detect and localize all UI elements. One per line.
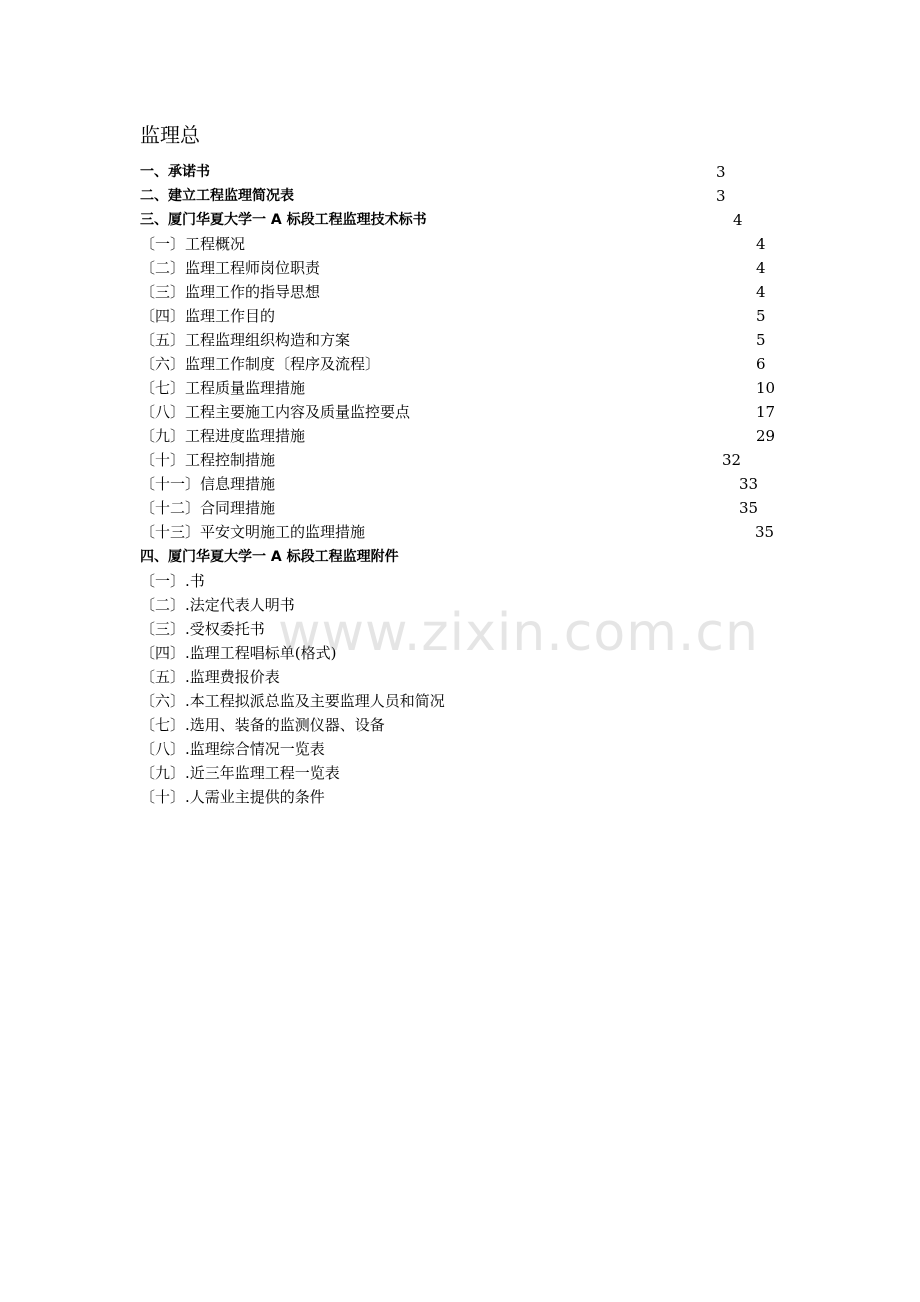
toc-entry-label: 〔十二〕合同理措施 bbox=[140, 499, 276, 517]
toc-entry-page: 5 bbox=[756, 331, 766, 349]
toc-entry[interactable] bbox=[0, 713, 920, 737]
toc-entry-label: 〔一〕.书 bbox=[140, 572, 205, 590]
toc-entry-page: 5 bbox=[756, 307, 766, 325]
toc-entry-label: 〔九〕.近三年监理工程一览表 bbox=[140, 764, 340, 782]
toc-entry-page: 35 bbox=[739, 499, 759, 517]
toc-entry-label: 〔八〕工程主要施工内容及质量监控要点 bbox=[140, 403, 411, 421]
toc-entry-page: 17 bbox=[756, 403, 776, 421]
toc-entry[interactable] bbox=[0, 160, 920, 184]
toc-entry-label: 〔十〕工程控制措施 bbox=[140, 451, 276, 469]
toc-entry-label: 〔七〕工程质量监理措施 bbox=[140, 379, 306, 397]
toc-entry-label: 〔十三〕平安文明施工的监理措施 bbox=[140, 523, 366, 541]
toc-entry-label: 〔六〕.本工程拟派总监及主要监理人员和简况 bbox=[140, 692, 445, 710]
toc-entry[interactable] bbox=[0, 761, 920, 785]
document-title: 监理总 bbox=[140, 123, 200, 147]
toc-entry-label: 〔二〕.法定代表人明书 bbox=[140, 596, 295, 614]
toc-entry[interactable] bbox=[0, 280, 920, 304]
toc-entry[interactable] bbox=[0, 569, 920, 593]
toc-entry-page: 32 bbox=[722, 451, 742, 469]
toc-entry-label: 四、厦门华夏大学一 A 标段工程监理附件 bbox=[140, 549, 399, 565]
toc-entry[interactable] bbox=[0, 785, 920, 809]
toc-entry[interactable] bbox=[0, 208, 920, 232]
toc-entry-page: 3 bbox=[716, 163, 726, 181]
toc-entry-label: 〔四〕.监理工程唱标单(格式) bbox=[140, 644, 337, 662]
watermark: www.zixin.com.cn bbox=[278, 603, 759, 663]
toc-entry-page: 4 bbox=[756, 283, 766, 301]
toc-entry-label: 〔一〕工程概况 bbox=[140, 235, 246, 253]
toc-entry[interactable] bbox=[0, 328, 920, 352]
toc-entry[interactable] bbox=[0, 520, 920, 544]
toc-entry-page: 35 bbox=[755, 523, 775, 541]
toc-entry-label: 二、建立工程监理简况表 bbox=[140, 188, 294, 204]
toc-entry[interactable] bbox=[0, 737, 920, 761]
toc-entry-label: 〔四〕监理工作目的 bbox=[140, 307, 276, 325]
toc-entry[interactable] bbox=[0, 448, 920, 472]
toc-entry-page: 10 bbox=[756, 379, 776, 397]
toc-entry[interactable] bbox=[0, 376, 920, 400]
toc-entry-label: 〔十〕.人需业主提供的条件 bbox=[140, 788, 325, 806]
toc-entry[interactable] bbox=[0, 665, 920, 689]
toc-entry[interactable] bbox=[0, 184, 920, 208]
toc-entry[interactable] bbox=[0, 424, 920, 448]
toc-entry-page: 33 bbox=[739, 475, 759, 493]
toc-entry-label: 〔十一〕信息理措施 bbox=[140, 475, 276, 493]
toc-entry-label: 〔九〕工程进度监理措施 bbox=[140, 427, 306, 445]
toc-entry-page: 4 bbox=[733, 211, 743, 229]
toc-entry-label: 〔三〕监理工作的指导思想 bbox=[140, 283, 321, 301]
toc-entry[interactable] bbox=[0, 352, 920, 376]
toc-entry-label: 一、承诺书 bbox=[140, 164, 210, 180]
toc-entry[interactable] bbox=[0, 496, 920, 520]
toc-entry-label: 三、厦门华夏大学一 A 标段工程监理技术标书 bbox=[140, 212, 427, 228]
toc-entry-label: 〔七〕.选用、装备的监测仪器、设备 bbox=[140, 716, 385, 734]
toc-entry-page: 4 bbox=[756, 235, 766, 253]
toc-entry-label: 〔二〕监理工程师岗位职责 bbox=[140, 259, 321, 277]
toc-entry-label: 〔八〕.监理综合情况一览表 bbox=[140, 740, 325, 758]
toc-entry-page: 6 bbox=[756, 355, 766, 373]
toc-entry-label: 〔五〕.监理费报价表 bbox=[140, 668, 280, 686]
toc-entry[interactable] bbox=[0, 472, 920, 496]
toc-entry[interactable] bbox=[0, 256, 920, 280]
toc-entry[interactable] bbox=[0, 232, 920, 256]
toc-entry-page: 3 bbox=[716, 187, 726, 205]
toc-entry-label: 〔五〕工程监理组织构造和方案 bbox=[140, 331, 351, 349]
toc-entry[interactable] bbox=[0, 304, 920, 328]
toc-entry[interactable] bbox=[0, 545, 920, 569]
toc-entry-page: 4 bbox=[756, 259, 766, 277]
toc-entry-page: 29 bbox=[756, 427, 776, 445]
toc-entry[interactable] bbox=[0, 689, 920, 713]
toc-entry-label: 〔三〕.受权委托书 bbox=[140, 620, 265, 638]
toc-entry-label: 〔六〕监理工作制度〔程序及流程〕 bbox=[140, 355, 381, 373]
toc-entry[interactable] bbox=[0, 400, 920, 424]
